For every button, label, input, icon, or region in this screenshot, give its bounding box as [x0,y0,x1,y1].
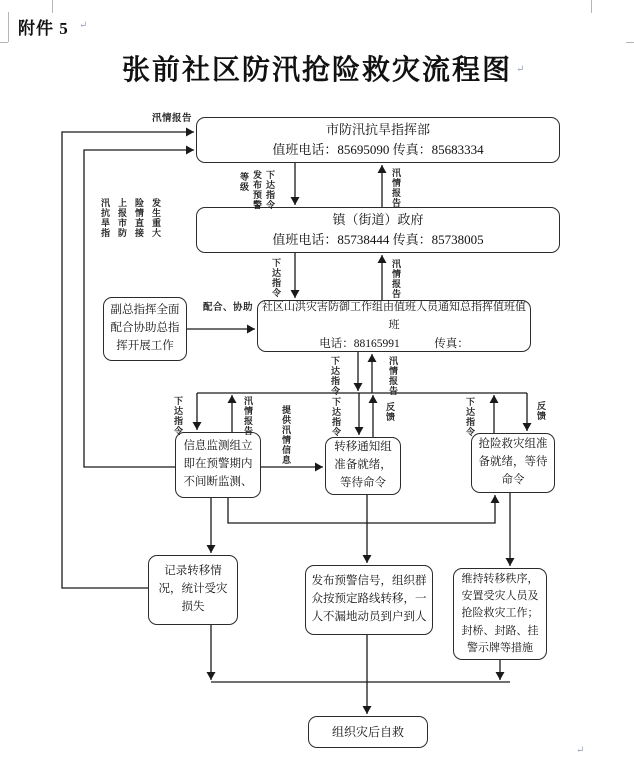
label-issue-order-3: 下达指令 [330,356,340,396]
label-major-danger-col3: 险情直接 [134,198,144,238]
label-provide-flood-info: 提供汛情信息 [281,405,291,465]
label-warn-level: 等级 [239,172,249,192]
box-town-government-title: 镇（街道）政府 [332,211,424,227]
crop-mark-top-left-h [0,42,8,43]
attachment-label: 附件 5 [18,19,69,38]
box-self-rescue [308,716,428,748]
label-feedback-rescue: 反馈 [536,401,546,421]
label-flood-report-top: 汛情报告 [152,114,193,124]
box-city-flood-hq-phone: 值班电话：85695090 传真：85683334 [272,142,484,157]
box-community-workgroup [257,300,531,352]
label-issue-order-1: 下达指令 [265,170,275,210]
label-feedback-transfer: 反馈 [385,402,395,422]
label-major-danger-col1: 汛抗旱指 [100,198,110,238]
box-monitor-group [175,432,261,498]
box-deputy-commander-text: 副总指挥全面配合协助总指挥开展工作 [110,304,180,352]
box-maintain-order-text: 维持转移秩序，安置受灾人员及抢险救灾工作；封桥、封路、挂警示牌等措施 [461,573,539,654]
label-major-danger-col2: 上报市防 [117,198,127,238]
box-rescue-group [471,433,555,493]
crop-mark-top-left-v [52,0,53,13]
label-issue-order-transfer: 下达指令 [331,397,341,437]
box-rescue-group-text: 抢险救灾组准备就绪，等待命令 [478,438,548,486]
label-issue-order-monitor: 下达指令 [173,396,183,436]
label-issue-order-rescue: 下达指令 [465,397,475,437]
box-maintain-order [453,568,547,660]
box-issue-warning [305,565,433,635]
box-town-government [196,207,560,253]
label-major-danger-col4: 发生重大 [151,198,161,238]
box-community-workgroup-title: 社区山洪灾害防御工作组由值班人员通知总指挥值班值班 [262,300,526,332]
box-record-losses-text: 记录转移情况，统计受灾损失 [158,565,228,613]
box-self-rescue-text: 组织灾后自救 [331,724,404,739]
box-town-government-phone: 值班电话：85738444 传真：85738005 [272,232,484,247]
paragraph-mark: ↵ [79,20,88,31]
page-title: 张前社区防汛抢险救灾流程图 [121,55,512,86]
label-flood-report-3: 汛情报告 [388,356,398,396]
box-transfer-group [325,437,401,495]
label-cooperate-assist: 配合、协助 [203,303,254,313]
box-community-workgroup-phone: 电话：88165991 传真： [319,337,469,350]
label-flood-report-2: 汛情报告 [391,259,401,299]
label-flood-report-monitor: 汛情报告 [243,396,253,436]
crop-mark-top-right-h [626,42,634,43]
box-transfer-group-text: 转移通知组准备就绪，等待命令 [334,441,392,489]
box-issue-warning-text: 发布预警信号，组织群众按预定路线转移，一人不漏地动员到户到人 [311,575,427,623]
box-city-flood-hq [196,117,560,163]
box-record-losses [148,555,238,625]
label-issue-order-2: 下达指令 [271,258,281,298]
box-city-flood-hq-title: 市防汛抗旱指挥部 [325,121,430,137]
box-deputy-commander [103,297,187,361]
label-flood-report-1: 汛情报告 [391,168,401,208]
paragraph-mark: ↵ [576,745,585,756]
label-issue-warning: 发布预警 [252,170,262,210]
arrow-monitor-to-rescue-bottom [228,495,495,523]
crop-mark-top-right-v [591,0,592,13]
paragraph-mark: ↵ [516,64,525,75]
crop-mark-top-left-edge [8,12,9,42]
box-monitor-group-text: 信息监测组立即在预警期内不间断监测、 [183,440,253,488]
